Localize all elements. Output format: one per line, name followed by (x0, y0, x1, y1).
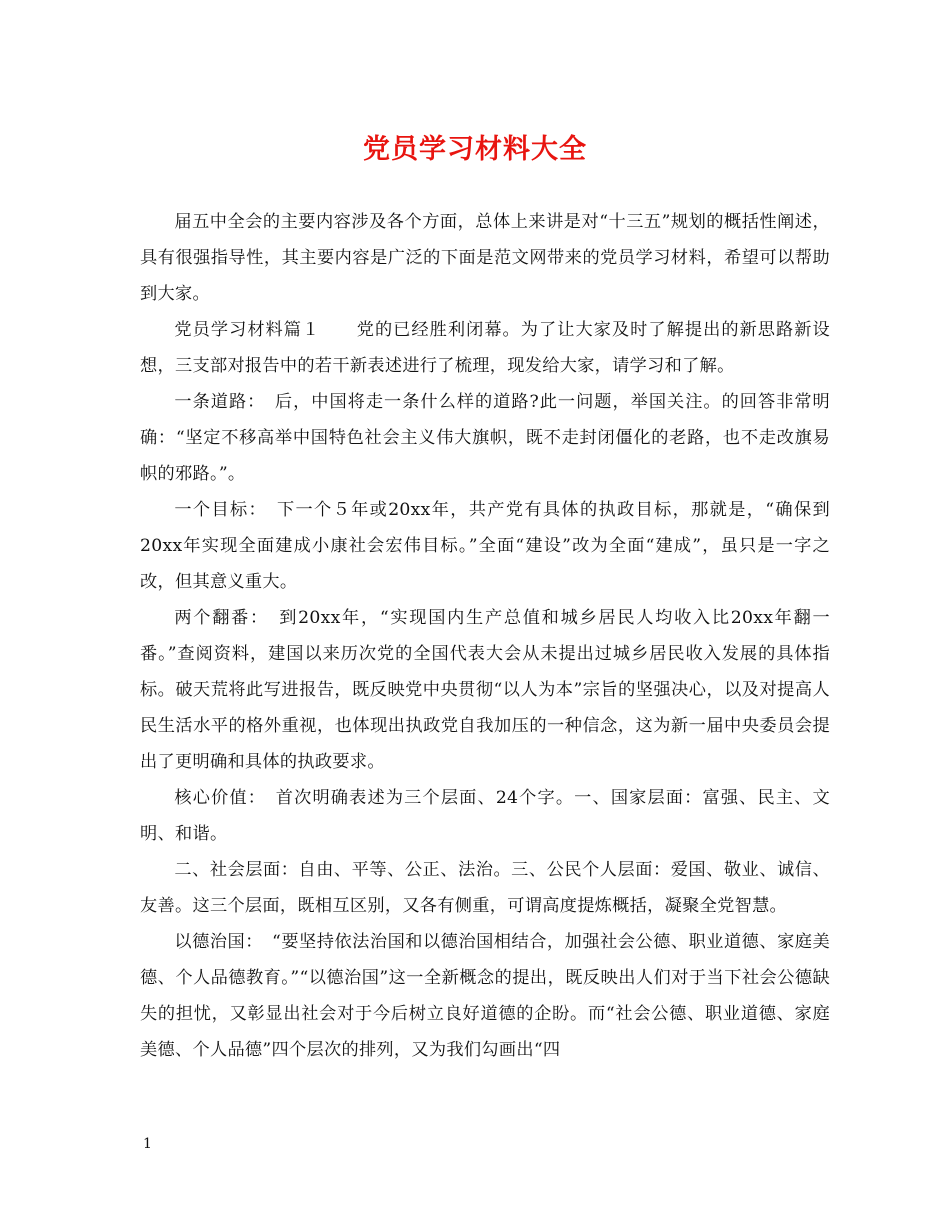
paragraph-core-values: 核心价值： 首次明确表述为三个层面、24个字。一、国家层面：富强、民主、文明、和谐。 (140, 788, 830, 844)
paragraph-two-doublings: 两个翻番： 到20xx年，“实现国内生产总值和城乡居民人均收入比20xx年翻一番。”查阅资料，建国以来历次党的全国代表大会从未提出过城乡居民收入发展的具体指标。破天荒将此写进报告，既反映党中央贯彻“以人为本”宗旨的坚强决心，以及对提高人民生活水平的格外重视，也体现出执政党自我加压的一种信念，这为新一届中央委员会提出了更明确和具体的执政要求。 (140, 608, 830, 772)
paragraph-social-level: 二、社会层面：自由、平等、公正、法治。三、公民个人层面：爱国、敬业、诚信、友善。这三个层面，既相互区别，又各有侧重，可谓高度提炼概括，凝聚全党智慧。 (140, 860, 830, 916)
paragraph-intro: 届五中全会的主要内容涉及各个方面，总体上来讲是对“十三五”规划的概括性阐述，具有很强指导性，其主要内容是广泛的下面是范文网带来的党员学习材料，希望可以帮助到大家。 (140, 212, 830, 304)
document-body (140, 204, 830, 1068)
paragraph-one-road: 一条道路： 后，中国将走一条什么样的道路?此一问题，举国关注。的回答非常明确：“坚定不移高举中国特色社会主义伟大旗帜，既不走封闭僵化的老路，也不走改旗易帜的邪路。”。 (140, 392, 830, 484)
page-number: 1 (143, 1136, 152, 1152)
paragraph-section-1: 党员学习材料篇１ 党的已经胜利闭幕。为了让大家及时了解提出的新思路新设想，三支部对报告中的若干新表述进行了梳理，现发给大家，请学习和了解。 (140, 320, 830, 376)
paragraph-rule-by-virtue: 以德治国： “要坚持依法治国和以德治国相结合，加强社会公德、职业道德、家庭美德、个人品德教育。”“以德治国”这一全新概念的提出，既反映出人们对于当下社会公德缺失的担忧，又彰显出社会对于今后树立良好道德的企盼。而“社会公德、职业道德、家庭美德、个人品德”四个层次的排列，又为我们勾画出“四 (140, 932, 830, 1060)
paragraph-one-goal: 一个目标： 下一个５年或20xx年，共产党有具体的执政目标，那就是，“确保到20xx年实现全面建成小康社会宏伟目标。”全面“建设”改为全面“建成”，虽只是一字之改，但其意义重大。 (140, 500, 830, 592)
document-title: 党员学习材料大全 (363, 134, 587, 165)
